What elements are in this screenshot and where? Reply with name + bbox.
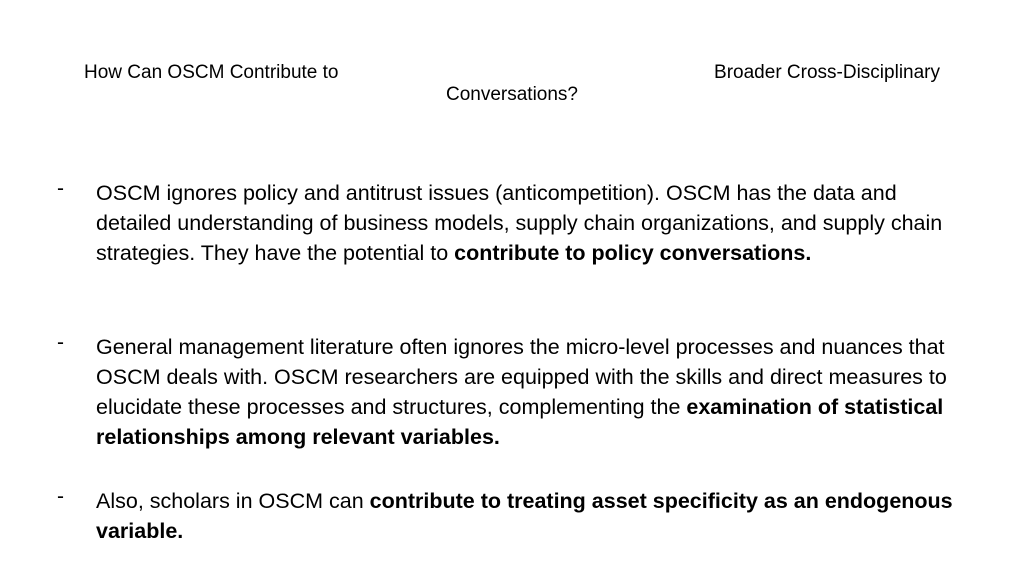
title-part-bottom: Conversations? [445,84,579,105]
bullet-marker: - [57,485,64,508]
bullet-text [96,486,976,546]
bullet-text-plain: OSCM ignores policy and antitrust issues (anticompetition). OSCM has the data and detailed understanding of business models, supply chain organizations, and supply chain strategies. They have the potential to [96,181,943,265]
bullet-text-bold: contribute to treating asset specificity as an endogenous variable. [96,489,953,543]
bullet-text-plain: General management literature often ignores the micro-level processes and nuances that OSCM deals with. OSCM researchers are equipped with the skills and direct measures to elucidate these processes and structures, complementing the [96,335,947,419]
bullet-text [96,332,976,452]
bullet-text [96,178,976,268]
bullet-text-plain: Also, scholars in OSCM can [96,489,370,513]
bullet-text-bold: contribute to policy conversations. [454,241,812,265]
bullet-text-bold: examination of statistical relationships among relevant variables. [96,395,944,449]
title-part-left: How Can OSCM Contribute to [84,62,339,83]
slide-title [60,62,964,106]
title-line-top [60,62,964,84]
bullet-marker: - [57,177,64,200]
bullet-marker: - [57,331,64,354]
title-part-right: Broader Cross-Disciplinary [714,62,940,83]
